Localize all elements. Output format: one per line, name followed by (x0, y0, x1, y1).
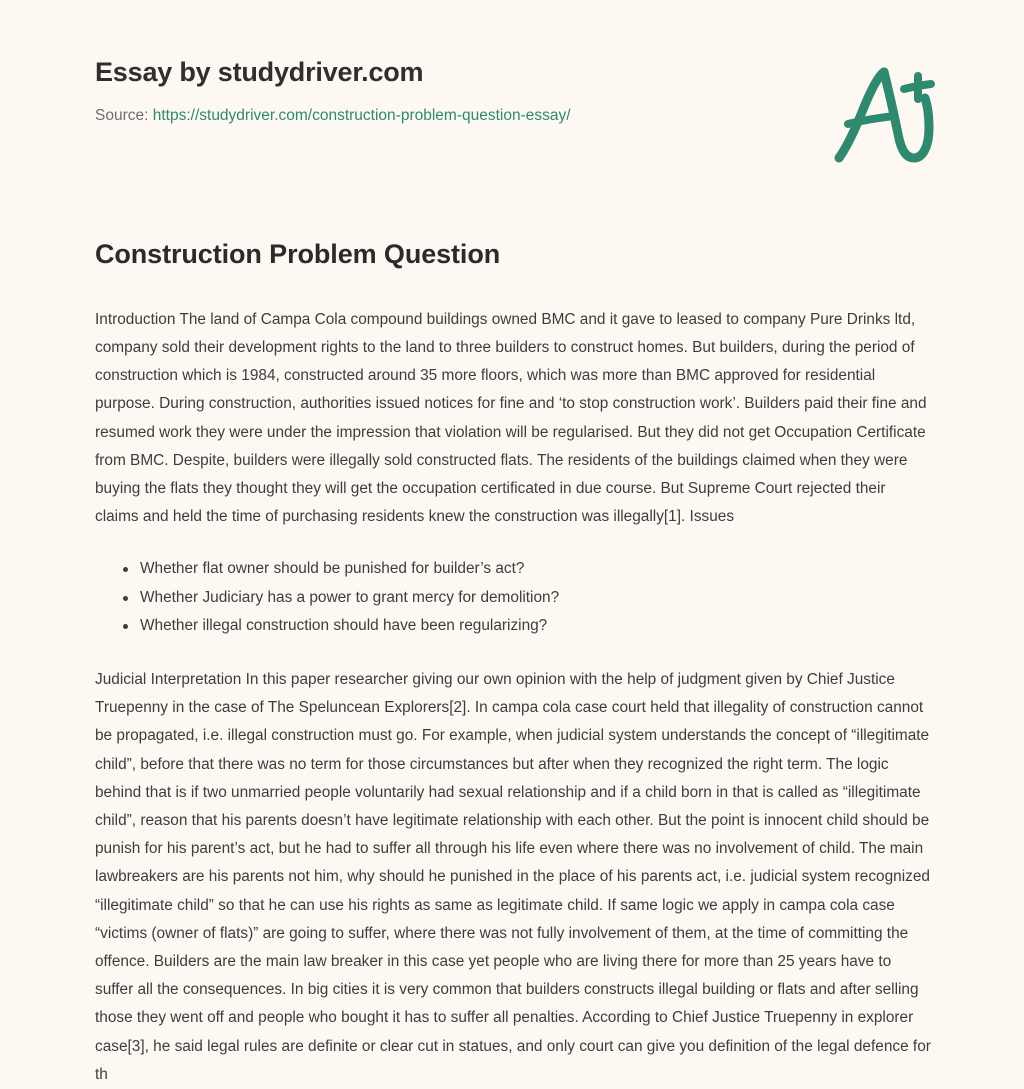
list-item: Whether Judiciary has a power to grant mercy for demolition? (140, 584, 933, 612)
article-body (95, 238, 933, 1089)
source-line (95, 105, 938, 127)
issues-list (95, 555, 933, 640)
a-plus-logo-icon (826, 62, 946, 177)
list-item: Whether illegal construction should have been regularizing? (140, 612, 933, 640)
list-item: Whether flat owner should be punished for builder’s act? (140, 555, 933, 583)
source-label: Source: (95, 107, 149, 125)
paragraph-introduction: Introduction The land of Campa Cola compound buildings owned BMC and it gave to leased to company Pure Drinks ltd, company sold their development rights to the land to three builders to construct homes. But builders, during the period of construction which is 1984, constructed around 35 more floors, which was more than BMC approved for residential purpose. During construction, authorities issued notices for fine and ‘to stop construction work’. Builders paid their fine and resumed work they were under the impression that violation will be regularised. But they did not get Occupation Certificate from BMC. Despite, builders were illegally sold constructed flats. The residents of the buildings claimed when they were buying the flats they thought they will get the occupation certificated in due course. But Supreme Court rejected their claims and held the time of purchasing residents knew the construction was illegally[1]. Issues (95, 310, 927, 526)
page-title: Construction Problem Question (95, 239, 501, 269)
page-header (95, 56, 938, 176)
studydriver-a-plus-logo (826, 62, 946, 177)
source-url-link[interactable]: https://studydriver.com/construction-problem-question-essay/ (152, 107, 571, 125)
brand-title: Essay by studydriver.com (95, 57, 424, 87)
paragraph-judicial-interpretation: Judicial Interpretation In this paper researcher giving our own opinion with the help of judgment given by Chief Justice Truepenny in the case of The Speluncean Explorers[2]. In campa cola case court held that illegality of construction cannot be propagated, i.e. illegal construction must go. For example, when judicial system understands the concept of “illegitimate child”, before that there was no term for those circumstances but after when they recognized the right term. The logic behind that is if two unmarried people voluntarily had sexual relationship and if a child born in that is called as “illegitimate child”, reason that his parents doesn’t have legitimate relationship with each other. But the point is innocent child should be punish for his parent’s act, but he had to suffer all through his life even where there was no involvement of child. The main lawbreakers are his parents not him, why should he punished in the place of his parents act, i.e. judicial system recognized “illegitimate child” so that he can use his rights as same as legitimate child. If same logic we apply in campa cola case “victims (owner of flats)” are going to suffer, where there was not fully involvement of them, at the time of committing the offence. Builders are the main law breaker in this case yet people who are living there for more than 25 years have to suffer all the consequences. In big cities it is very common that builders constructs illegal building or flats and after selling those they went off and people who bought it has to suffer all penalties. According to Chief Justice Truepenny in explorer case[3], he said legal rules are definite or clear cut in statues, and only court can give you definition of the legal defence for th (95, 670, 931, 1083)
